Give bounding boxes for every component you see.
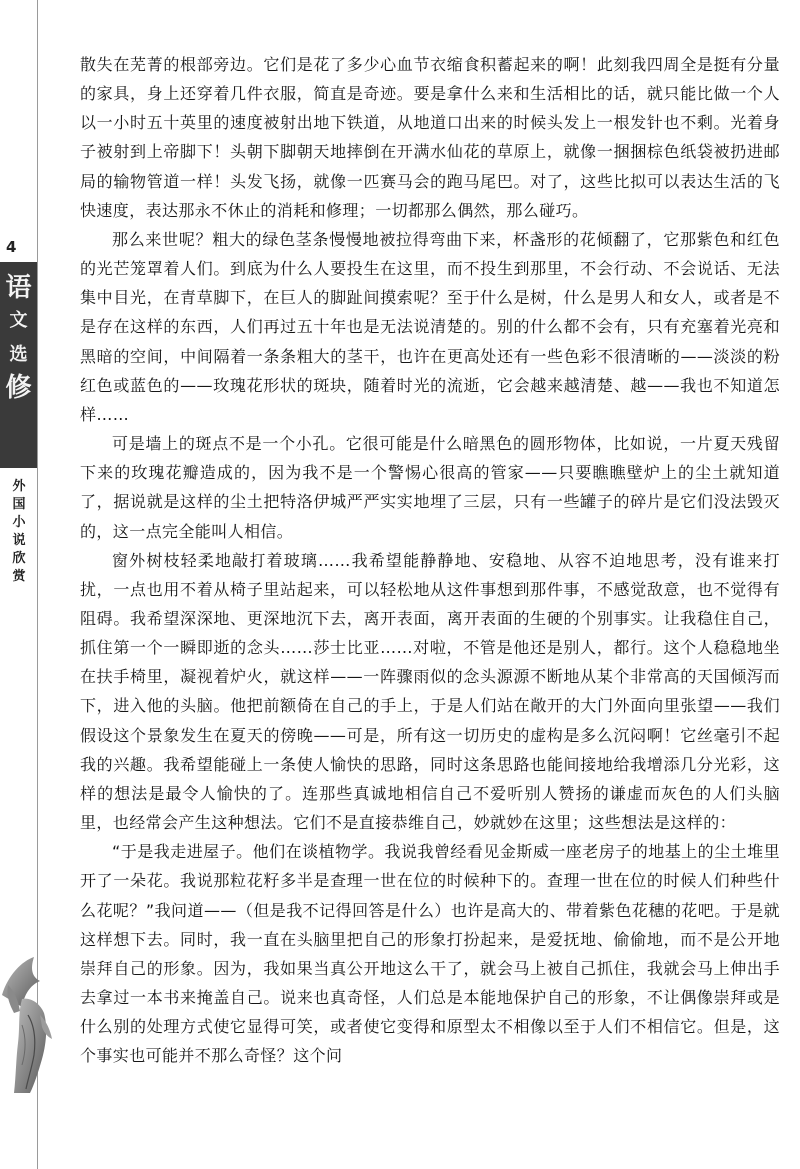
- series-title-band: [0, 262, 37, 468]
- series-char: 文: [9, 310, 28, 331]
- subtitle-char: 说: [12, 533, 26, 548]
- paragraph: 可是墙上的斑点不是一个小孔。它很可能是什么暗黑色的圆形物体，比如说，一片夏天残留下来的玫瑰花瓣造成的，因为我不是一个警惕心很高的管家——只要瞧瞧壁炉上的尘土就知道了，据说就是这样的尘土把特洛伊城严严实实地埋了三层，只有一些罐子的碎片是它们没法毁灭的，这一点完全能叫人相信。: [80, 434, 780, 541]
- article-body: [80, 50, 780, 1070]
- winged-statue-icon: [0, 955, 56, 1095]
- series-char: 语: [5, 273, 32, 303]
- paragraph: 那么来世呢？粗大的绿色茎条慢慢地被拉得弯曲下来，杯盏形的花倾翻了，它那紫色和红色的光芒笼罩着人们。到底为什么人要投生在这里，而不投生到那里，不会行动、不会说话、无法集中目光，在青草脚下，在巨人的脚趾间摸索呢？至于什么是树，什么是男人和女人，或者是不是存在这样的东西，人们再过五十年也是无法说清楚的。别的什么都不会有，只有充塞着光亮和黑暗的空间，中间隔着一条条粗大的茎干，也许在更高处还有一些色彩不很清晰的——淡淡的粉红色或蓝色的——玫瑰花形状的斑块，随着时光的流逝，它会越来越清楚、越——我也不知道怎样……: [80, 229, 780, 424]
- subtitle-char: 外: [12, 479, 26, 494]
- book-subtitle-vertical: [2, 478, 36, 586]
- paragraph: 窗外树枝轻柔地敲打着玻璃……我希望能静静地、安稳地、从容不迫地思考，没有谁来打扰，一点也用不着从椅子里站起来，可以轻松地从这件事想到那件事，不感觉敌意，也不觉得有阻碍。我希望深深地、更深地沉下去，离开表面，离开表面的生硬的个别事实。让我稳住自己，抓住第一个一瞬即逝的念头……莎士比亚……对啦，不管是他还是别人，都行。这个人稳稳地坐在扶手椅里，凝视着炉火，就这样——一阵骤雨似的念头源源不断地从某个非常高的天国倾泻而下，进入他的头脑。他把前额倚在自己的手上，于是人们站在敞开的大门外面向里张望——我们假设这个景象发生在夏天的傍晚——可是，所有这一切历史的虚构是多么沉闷啊！它丝毫引不起我的兴趣。我希望能碰上一条使人愉快的思路，同时这条思路也能间接地给我增添几分光彩，这样的想法是最令人愉快的了。连那些真诚地相信自己不爱听别人赞扬的谦虚而灰色的人们头脑里，也经常会产生这种想法。它们不是直接恭维自己，妙就妙在这里；这些想法是这样的：: [80, 550, 780, 833]
- page-number: 4: [6, 238, 17, 256]
- paragraph: 散失在芜菁的根部旁边。它们是花了多少心血节衣缩食积蓄起来的啊！此刻我四周全是挺有分量的家具，身上还穿着几件衣服，简直是奇迹。要是拿什么来和生活相比的话，就只能比做一个人以一小时五十英里的速度被射出地下铁道，从地道口出来的时候头发上一根发针也不剩。光着身子被射到上帝脚下！头朝下脚朝天地摔倒在开满水仙花的草原上，就像一捆捆棕色纸袋被扔进邮局的输物管道一样！头发飞扬，就像一匹赛马会的跑马尾巴。对了，这些比拟可以表达生活的飞快速度，表达那永不休止的消耗和修理；一切都那么偶然，那么碰巧。: [80, 55, 780, 220]
- subtitle-char: 小: [12, 515, 26, 530]
- subtitle-char: 赏: [12, 569, 26, 584]
- paragraph: “于是我走进屋子。他们在谈植物学。我说我曾经看见金斯威一座老房子的地基上的尘土堆里开了一朵花。我说那粒花籽多半是查理一世在位的时候种下的。查理一世在位的时候人们种些什么花呢？”我问道——（但是我不记得回答是什么）也许是高大的、带着紫色花穗的花吧。于是就这样想下去。同时，我一直在头脑里把自己的形象打扮起来，是爱抚地、偷偷地，而不是公开地崇拜自己的形象。因为，我如果当真公开地这么干了，就会马上被自己抓住，我就会马上伸出手去拿过一本书来掩盖自己。说来也真奇怪，人们总是本能地保护自己的形象，不让偶像崇拜或是什么别的处理方式使它显得可笑，或者使它变得和原型太不相像以至于人们不相信它。但是，这个事实也可能并不那么奇怪？这个问: [80, 842, 780, 1066]
- series-char: 修: [5, 373, 32, 403]
- series-char: 选: [9, 344, 28, 365]
- subtitle-char: 国: [12, 497, 26, 512]
- subtitle-char: 欣: [12, 551, 26, 566]
